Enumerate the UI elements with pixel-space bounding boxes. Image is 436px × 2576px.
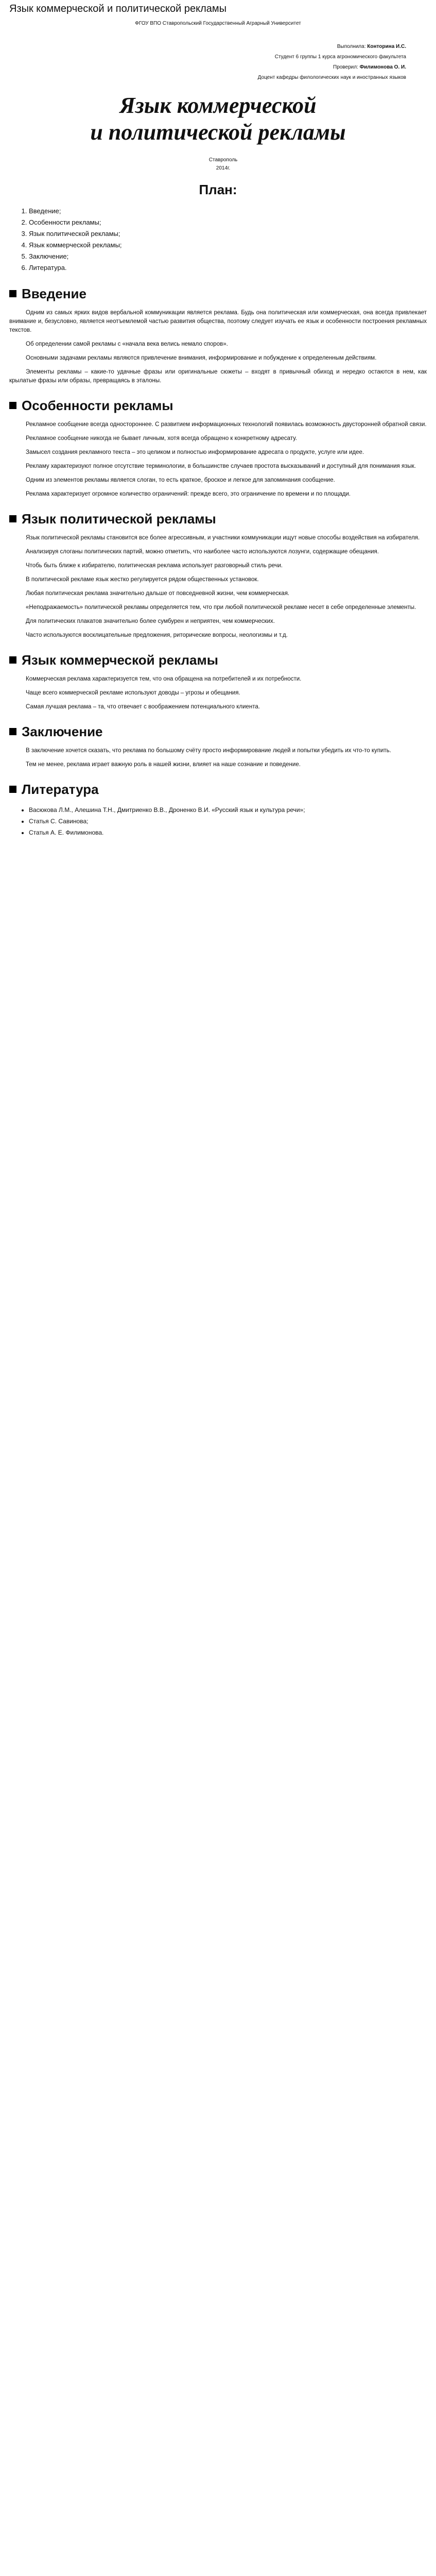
paragraph: Одним из элементов рекламы является слоган, то есть краткое, броское и легкое для запоминания сообщение.: [26, 477, 335, 483]
checked-by-line: [9, 62, 427, 73]
paragraph: Самая лучшая реклама – та, что отвечает с воображением потенциального клиента.: [26, 704, 260, 710]
paragraph: В заключение хочется сказать, что реклама по большому счёту просто информирование людей и попытки убедить их что-то купить.: [26, 748, 391, 754]
paragraph: Рекламное сообщение никогда не бывает личным, хотя всегда обращено к конкретному адресату.: [26, 435, 297, 442]
plan-title: План:: [199, 182, 237, 197]
section-title: Особенности рекламы: [22, 398, 173, 413]
main-title: [9, 92, 427, 146]
paragraph: Основными задачами рекламы являются привлечение внимания, информирование и побуждение к определенным действиям.: [26, 355, 377, 361]
position-line: Доцент кафедры филологических наук и иностранных языков: [257, 75, 406, 80]
paragraph: Для политических плакатов значительно более сумбурен и неприятен, чем коммерческих.: [26, 618, 275, 624]
section-heading-commercial: [9, 652, 427, 668]
institution-line: ФГОУ ВПО Ставропольский Государственный Аграрный Университет: [135, 21, 301, 26]
section-title: Язык коммерческой рекламы: [22, 652, 218, 668]
paragraph: «Неподражаемость» политической рекламы определяется тем, что при любой политической рекламе несет в себе определенные элементы.: [26, 604, 416, 611]
main-title-line-1: Язык коммерческой: [119, 93, 317, 118]
section-heading-political: [9, 511, 427, 527]
plan-item: 6. Литература.: [29, 262, 427, 274]
year: 2014г.: [216, 165, 231, 171]
section-heading-intro: [9, 286, 427, 301]
main-title-line-2: и политической рекламы: [90, 120, 346, 145]
paragraph: Часто используются восклицательные предложения, риторические вопросы, неологизмы и т.д.: [26, 632, 288, 638]
paragraph: Об определении самой рекламы с «начала века велись немало споров».: [26, 341, 228, 347]
paragraph: В политической рекламе язык жестко регулируется рядом общественных установок.: [26, 577, 259, 583]
plan-item: 2. Особенности рекламы;: [29, 217, 427, 228]
checked-by-name: Филимонова О. И.: [359, 64, 406, 70]
paragraph: Реклама характеризует огромное количество ограничений: прежде всего, это ограничение по времени и по площади.: [26, 491, 351, 497]
plan-list: [14, 206, 427, 274]
paragraph: Язык политической рекламы становится все более агрессивным, и участники коммуникации ищут новые способы воздействия на избирателя.: [26, 535, 420, 541]
performed-by-name: Конторина И.С.: [367, 44, 406, 49]
section-bullet-icon: [9, 656, 16, 664]
city: Ставрополь: [208, 157, 238, 163]
plan-item: 4. Язык коммерческой рекламы;: [29, 240, 427, 251]
section-bullet-icon: [9, 786, 16, 793]
paragraph: Рекламное сообщение всегда одностороннее. С развитием информационных технологий появилась возможность двусторонней обратной связи.: [26, 421, 427, 428]
section-title: Заключение: [22, 724, 103, 739]
plan-item: 5. Заключение;: [29, 251, 427, 262]
section-heading-features: [9, 398, 427, 413]
paragraph: Элементы рекламы – какие-то удачные фразы или оригинальные сюжеты – входят в привычный обиход и нередко остаются в нем, как крылатые фразы или образы, превращаясь в эталоны.: [9, 369, 427, 384]
performed-by-line: [9, 42, 427, 52]
literature-item: • Статья С. Савинова;: [29, 816, 427, 827]
section-bullet-icon: [9, 728, 16, 735]
section-heading-conclusion: [9, 724, 427, 739]
student-line: Студент 6 группы 1 курса агрономического факультета: [274, 54, 406, 60]
section-heading-literature: [9, 782, 427, 797]
section-title: Литература: [22, 782, 99, 797]
literature-item: • Васюкова Л.М., Алешина Т.Н., Дмитриенко В.В., Дроненко В.И. «Русский язык и культура речи»;: [29, 804, 427, 816]
plan-item: 3. Язык политической рекламы;: [29, 228, 427, 240]
performed-by-label: Выполнила:: [337, 44, 366, 49]
paragraph: Коммерческая реклама характеризуется тем, что она обращена на потребителей и их потребности.: [26, 676, 302, 682]
literature-item: • Статья А. Е. Филимонова.: [29, 827, 427, 838]
section-bullet-icon: [9, 290, 16, 297]
paragraph: Одним из самых ярких видов вербальной коммуникации является реклама. Будь она политическая или коммерческая, она всегда привлекает внимание и, безусловно, является неотъемлемой частью развития общества, поэтому следует изучать ее язык и особенности построения рекламных текстов.: [9, 310, 427, 333]
paragraph: Рекламу характеризуют полное отсутствие терминологии, в большинстве случаев простота высказываний и доступный для понимания язык.: [26, 463, 416, 469]
paragraph: Чаще всего коммерческой рекламе используют доводы – угрозы и обещания.: [26, 690, 240, 696]
section-title: Введение: [22, 286, 86, 301]
checked-by-label: Проверил:: [333, 64, 358, 70]
section-title: Язык политической рекламы: [22, 511, 216, 527]
paragraph: Тем не менее, реклама играет важную роль в нашей жизни, влияет на наше сознание и поведение.: [26, 761, 301, 768]
document-header-title: Язык коммерческой и политической рекламы: [9, 3, 226, 14]
paragraph: Анализируя слоганы политических партий, можно отметить, что наиболее часто используются лозунги, содержащие обещания.: [26, 549, 379, 555]
section-bullet-icon: [9, 515, 16, 522]
paragraph: Чтобь быть ближе к избирателю, политическая реклама использует разговорный стиль речи.: [26, 563, 283, 569]
section-bullet-icon: [9, 402, 16, 409]
plan-item: 1. Введение;: [29, 206, 427, 217]
paragraph: Любая политическая реклама значительно дальше от повседневной жизни, чем коммерческая.: [26, 590, 290, 597]
paragraph: Замысел создания рекламного текста – это целиком и полностью информирование адресата о продукте, услуге или идее.: [26, 449, 364, 455]
literature-list: [14, 804, 427, 838]
